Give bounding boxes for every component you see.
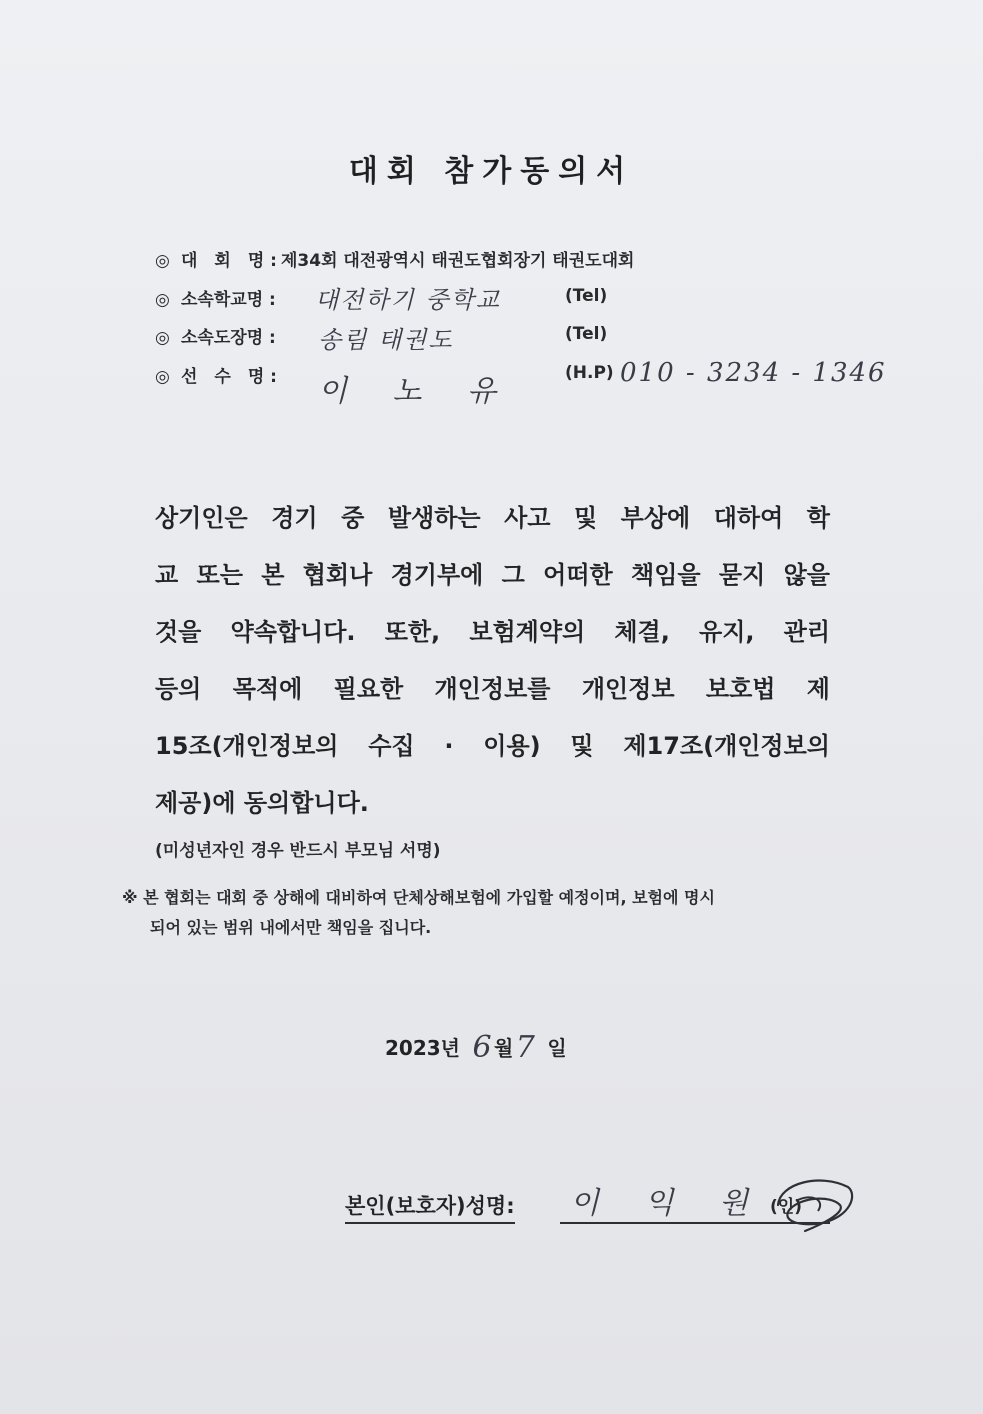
signature-scribble-icon (760, 1165, 860, 1245)
info-value-event: 제34회 대전광역시 태권도협회장기 태권도대회 (280, 251, 635, 271)
date-month-label: 월 (493, 1036, 514, 1060)
document-title: 대회 참가동의서 (348, 154, 635, 189)
date-year: 2023년 (385, 1036, 460, 1060)
double-circle-icon: ◎ (155, 251, 170, 271)
athlete-hp-label: (H.P) (565, 363, 614, 383)
school-tel-label: (Tel) (565, 286, 608, 306)
seal-label: (인) (770, 1197, 802, 1217)
paragraph-line: 제공)에 동의합니다. (155, 789, 369, 817)
paragraph-line: 15조(개인정보의 수집 · 이용) 및 제17조(개인정보의 (155, 732, 830, 760)
double-circle-icon: ◎ (155, 367, 170, 387)
consent-paragraph (155, 490, 830, 832)
info-row-dojang (155, 323, 276, 353)
handwritten-dojang-name: 송림 태권도 (318, 326, 454, 354)
minor-signature-note: (미성년자인 경우 반드시 부모님 서명) (155, 841, 441, 861)
info-label-dojang: 소속도장명 : (181, 328, 276, 348)
handwritten-guardian-name: 이 익 원 (570, 1186, 767, 1221)
date-day-label: 일 (547, 1036, 567, 1060)
insurance-note-line: 되어 있는 범위 내에서만 책임을 집니다. (150, 918, 432, 937)
paragraph-line: 것을 약속합니다. 또한, 보험계약의 체결, 유지, 관리 (155, 618, 830, 646)
info-row-event-name (155, 246, 634, 276)
handwritten-month: 6 (472, 1030, 492, 1065)
paragraph-line: 상기인은 경기 중 발생하는 사고 및 부상에 대하여 학 (155, 504, 830, 532)
insurance-note (122, 883, 867, 943)
paragraph-line: 교 또는 본 협회나 경기부에 그 어떠한 책임을 묻지 않을 (155, 561, 830, 589)
signing-date (385, 1028, 567, 1065)
info-row-athlete (155, 362, 277, 392)
handwritten-phone-number: 010 - 3234 - 1346 (620, 358, 887, 388)
insurance-note-line: ※ 본 협회는 대회 중 상해에 대비하여 단체상해보험에 가입할 예정이며, 보험에 명시 (122, 888, 715, 907)
handwritten-athlete-name: 이 노 유 (318, 374, 515, 409)
handwritten-day: 7 (515, 1030, 535, 1065)
info-row-school (155, 285, 276, 315)
info-label-school: 소속학교명 : (181, 290, 276, 310)
dojang-tel-label: (Tel) (565, 324, 608, 344)
signature-label: 본인(보호자)성명: (345, 1190, 515, 1224)
info-label-athlete: 선 수 명 : (181, 367, 277, 387)
handwritten-school-name: 대전하기 중학교 (315, 286, 501, 314)
double-circle-icon: ◎ (155, 290, 170, 310)
paragraph-line: 등의 목적에 필요한 개인정보를 개인정보 보호법 제 (155, 675, 830, 703)
info-label-event: 대 회 명 : (181, 251, 277, 271)
double-circle-icon: ◎ (155, 328, 170, 348)
